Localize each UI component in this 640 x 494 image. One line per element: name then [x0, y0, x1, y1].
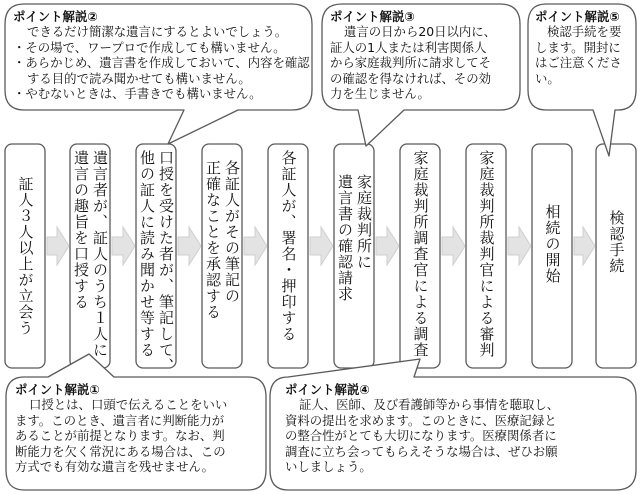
- step-3: [136, 150, 176, 374]
- callout-text: 口授とは、口頭で伝えることをいい: [29, 397, 228, 412]
- callout-text: あることが前提となります。なお、判: [15, 428, 225, 444]
- step-label: 他の証人に読み聞かせ等する: [138, 150, 156, 358]
- callout-text: から家庭裁判所に請求してそ: [330, 55, 492, 71]
- step-label: 各証人がその筆記の: [223, 160, 241, 304]
- callout-text: はご注意くださ: [535, 55, 622, 71]
- callout-text: いしましょう。: [285, 459, 372, 475]
- step-label: 口授を受けた者が、筆記して、: [157, 150, 175, 374]
- arrow-icon: [310, 227, 333, 265]
- step-2: [70, 150, 110, 362]
- arrow-icon: [47, 227, 69, 265]
- step-label: 遺言者が、証人のうち１人に: [91, 150, 109, 358]
- step-6: [334, 150, 374, 362]
- arrow-icon: [508, 227, 531, 265]
- callout-text: 力を生じません。: [330, 86, 430, 102]
- callout-point-3: [330, 9, 520, 102]
- callout-text: 検認手続を要: [547, 24, 622, 39]
- callout-title: ポイント解説⑤: [535, 9, 620, 24]
- callout-text: 調査に立ち会ってもらえそうな場合は、ぜひお願: [285, 443, 558, 459]
- step-label: 家庭裁判所に: [355, 174, 373, 270]
- step-10: [596, 150, 636, 362]
- callout-text: の確認を得なければ、その効: [330, 70, 492, 86]
- step-label: 正確なことを承認する: [204, 160, 222, 320]
- step-label: 相続の開始: [543, 204, 562, 284]
- callout-text: い。: [535, 70, 560, 86]
- step-label: 証人３人以上が立会う: [16, 176, 35, 336]
- callout-bullet: ・あらかじめ、遺言書を作成しておいて、内容を確認する目的で読み聞かせても構いません。: [13, 55, 310, 86]
- callout-bullet: ・やむないときは、手書きでも構いません。: [13, 86, 262, 102]
- step-7: [400, 150, 440, 362]
- callout-text: の整合性がとても大切になります。医療関係者に: [285, 428, 557, 444]
- callout-text: 断能力を欠く常況にある場合は、この: [15, 443, 226, 459]
- callout-title: ポイント解説④: [285, 382, 370, 397]
- step-label: 家庭裁判所裁判官による審判: [477, 150, 496, 358]
- callout-point-5: [535, 9, 635, 86]
- callout-title: ポイント解説①: [15, 382, 100, 397]
- callout-text: ます。このとき、遺言者に判断能力が: [15, 412, 225, 428]
- arrow-icon: [442, 227, 465, 265]
- arrow-icon: [376, 227, 399, 265]
- callout-text: 遺言の日から20日以内に、: [344, 24, 497, 39]
- step-label: 家庭裁判所調査官による調査: [411, 150, 430, 358]
- arrow-icon: [574, 227, 595, 265]
- step-label: 検認手続: [607, 210, 626, 274]
- callout-text: 資料の提出を求めます。このときに、医療記録と: [285, 412, 557, 428]
- step-label: 各証人が、署名・押印する: [279, 150, 298, 342]
- step-5: [268, 150, 308, 362]
- step-4: [202, 150, 242, 362]
- callout-text: できるだけ簡潔な遺言にするとよいでしょう。: [27, 24, 288, 39]
- callout-title: ポイント解説②: [13, 9, 98, 24]
- callout-bullet: ・その場で、ワープロで作成しても構いません。: [13, 39, 286, 55]
- callout-text: 方式でも有効な遺言を残せません。: [15, 459, 214, 475]
- callout-point-4: [285, 382, 635, 475]
- step-8: [466, 150, 506, 362]
- callout-point-1: [15, 382, 265, 475]
- step-label: 遺言書の確認請求: [336, 174, 354, 302]
- callout-title: ポイント解説③: [330, 9, 415, 24]
- callout-point-2: [13, 9, 311, 102]
- step-9: [532, 150, 572, 362]
- callout-text: 証人の1人または利害関係人: [330, 39, 487, 55]
- callout-text: します。開封に: [535, 39, 621, 55]
- arrow-icon: [112, 227, 135, 265]
- callout-text: 証人、医師、及び看護師等から事情を聴取し、: [299, 397, 560, 412]
- step-1: [5, 150, 45, 362]
- step-label: 遺言の趣旨を口授する: [72, 150, 90, 310]
- arrow-icon: [244, 227, 267, 265]
- arrow-icon: [178, 227, 201, 265]
